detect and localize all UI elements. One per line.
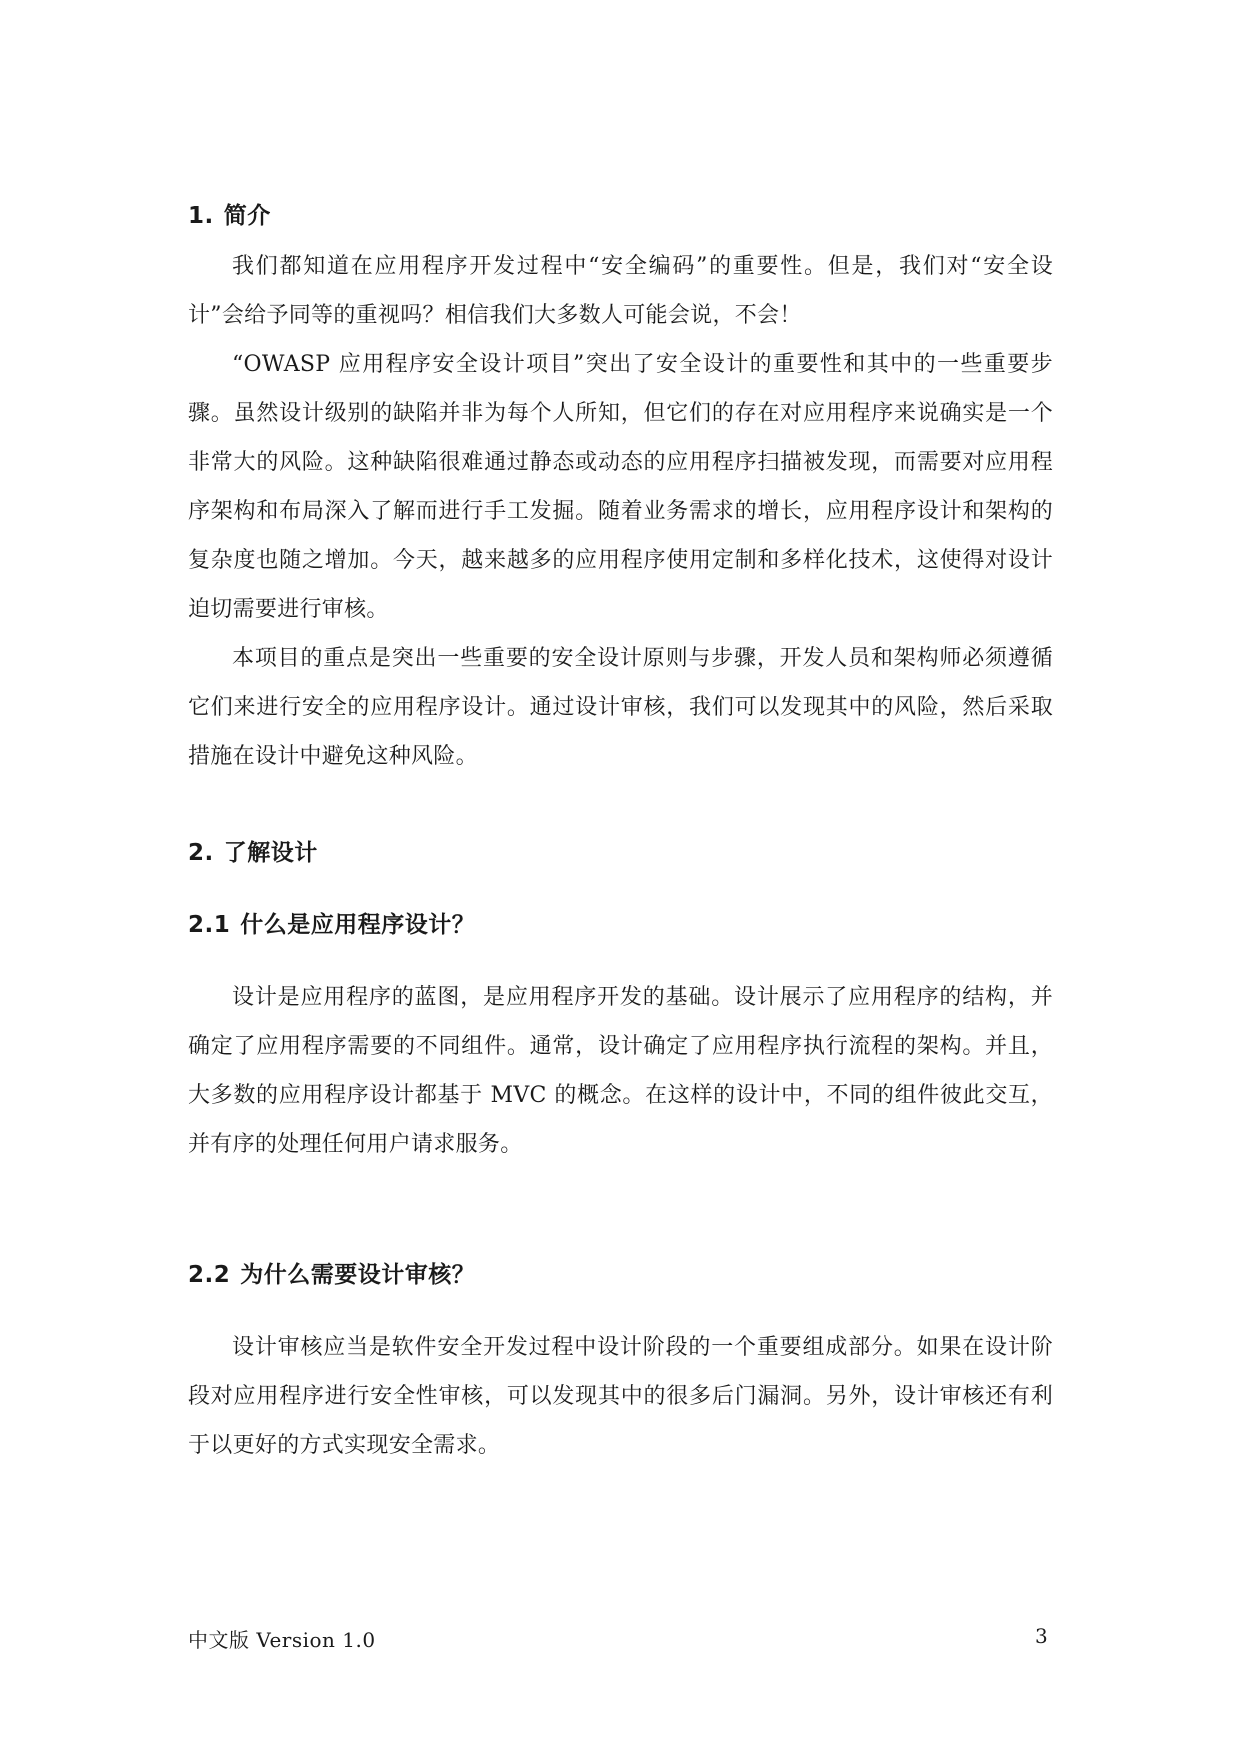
section-1-title: 简介 xyxy=(223,203,271,229)
section-2-2-heading xyxy=(188,1259,1053,1291)
page-content xyxy=(188,200,1053,1470)
section-1-paragraph-3: 本项目的重点是突出一些重要的安全设计原则与步骤，开发人员和架构师必须遵循它们来进行安全的应用程序设计。通过设计审核，我们可以发现其中的风险，然后采取措施在设计中避免这种风险。 xyxy=(188,646,1053,769)
section-2-1-number: 2.1 xyxy=(188,912,231,938)
section-1-number: 1. xyxy=(188,203,214,229)
footer-page-number: 3 xyxy=(1035,1624,1048,1648)
section-2-1-paragraph-1: 设计是应用程序的蓝图，是应用程序开发的基础。设计展示了应用程序的结构，并确定了应用程序需要的不同组件。通常，设计确定了应用程序执行流程的架构。并且，大多数的应用程序设计都基于 MVC 的概念。在这样的设计中，不同的组件彼此交互，并有序的处理任何用户请求服务。 xyxy=(188,985,1053,1157)
section-2-heading xyxy=(188,837,1053,869)
section-2-1-title: 什么是应用程序设计？ xyxy=(240,912,476,938)
section-1-heading xyxy=(188,200,1053,232)
section-2-2-number: 2.2 xyxy=(188,1262,231,1288)
section-2-2-paragraph-1: 设计审核应当是软件安全开发过程中设计阶段的一个重要组成部分。如果在设计阶段对应用程序进行安全性审核，可以发现其中的很多后门漏洞。另外，设计审核还有利于以更好的方式实现安全需求。 xyxy=(188,1335,1053,1458)
footer-version: 中文版 Version 1.0 xyxy=(188,1628,376,1652)
section-2-2-title: 为什么需要设计审核？ xyxy=(240,1262,476,1288)
section-1-paragraph-2: “OWASP 应用程序安全设计项目”突出了安全设计的重要性和其中的一些重要步骤。虽然设计级别的缺陷并非为每个人所知，但它们的存在对应用程序来说确实是一个非常大的风险。这种缺陷很难通过静态或动态的应用程序扫描被发现，而需要对应用程序架构和布局深入了解而进行手工发掘。随着业务需求的增长，应用程序设计和架构的复杂度也随之增加。今天，越来越多的应用程序使用定制和多样化技术，这使得对设计迫切需要进行审核。 xyxy=(188,352,1053,622)
section-1-paragraph-1: 我们都知道在应用程序开发过程中“安全编码”的重要性。但是，我们对“安全设计”会给予同等的重视吗？相信我们大多数人可能会说，不会！ xyxy=(188,254,1053,328)
section-2-title: 了解设计 xyxy=(223,840,318,866)
section-2-number: 2. xyxy=(188,840,214,866)
section-2-1-heading xyxy=(188,909,1053,941)
